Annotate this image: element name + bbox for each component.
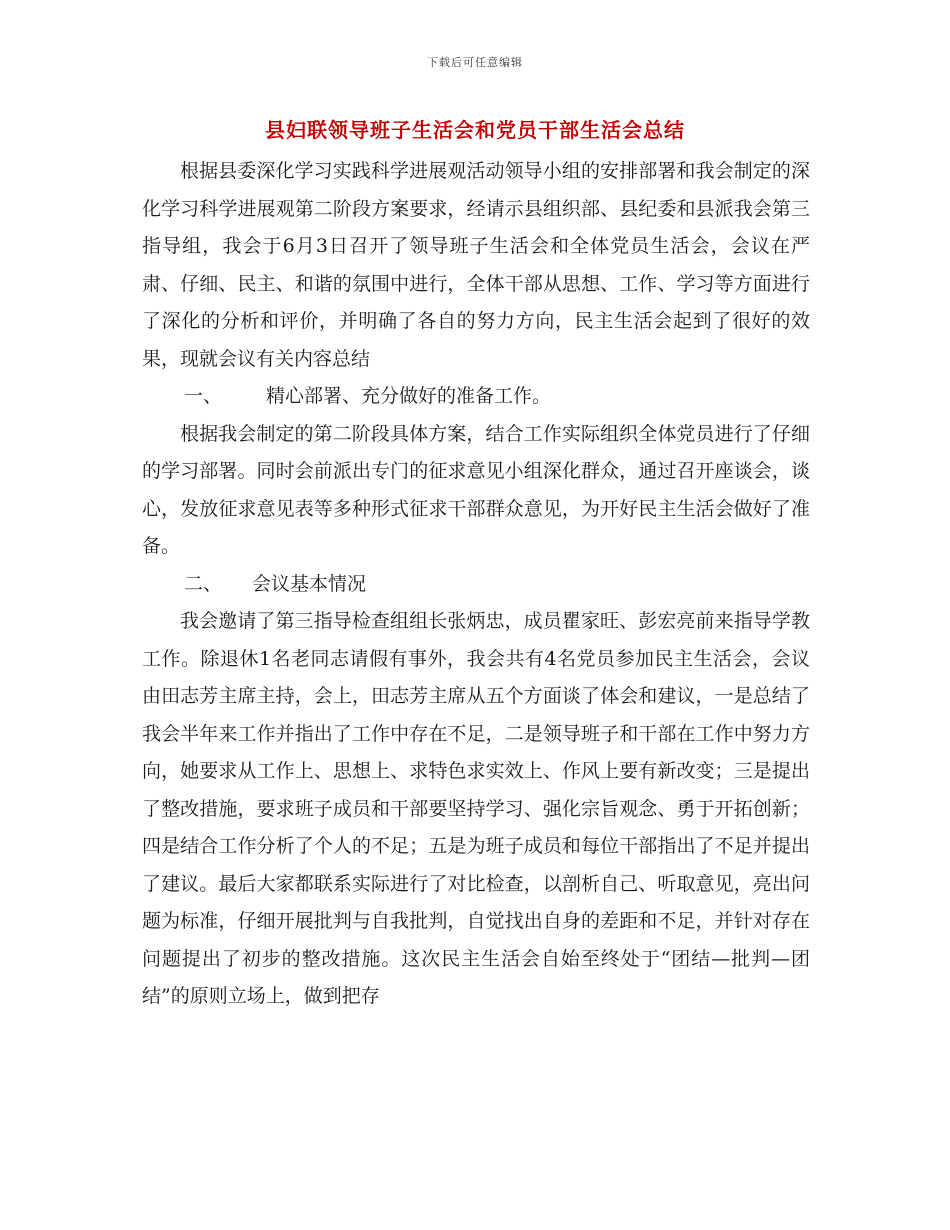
section2-heading [142, 566, 810, 604]
intro-paragraph: 根据县委深化学习实践科学进展观活动领导小组的安排部署和我会制定的深化学习科学进展观第二阶段方案要求，经请示县组织部、县纪委和县派我会第三指导组，我会于6月3日召开了领导班子生活会和全体党员生活会，会议在严肃、仔细、民主、和谐的氛围中进行，全体干部从思想、工作、学习等方面进行了深化的分析和评价，并明确了各自的努力方向，民主生活会起到了很好的效果，现就会议有关内容总结 [142, 160, 810, 370]
section1-heading [142, 378, 810, 416]
section2-number: 二、 [184, 572, 223, 595]
document-body [142, 153, 810, 1016]
section1-heading-text: 精心部署、充分做好的准备工作。 [266, 385, 552, 407]
header-note: 下载后可任意编辑 [427, 56, 523, 69]
section1-number: 一、 [184, 385, 223, 407]
section2-heading-text: 会议基本情况 [252, 572, 367, 595]
section1-paragraph: 根据我会制定的第二阶段具体方案，结合工作实际组织全体党员进行了仔细的学习部署。同时会前派出专门的征求意见小组深化群众，通过召开座谈会，谈心，发放征求意见表等多种形式征求干部群众意见，为开好民主生活会做好了准备。 [142, 422, 810, 557]
section2-paragraph: 我会邀请了第三指导检查组组长张炳忠，成员瞿家旺、彭宏亮前来指导学教工作。除退休1名老同志请假有事外，我会共有4名党员参加民主生活会，会议由田志芳主席主持，会上，田志芳主席从五个方面谈了体会和建议，一是总结了我会半年来工作并指出了工作中存在不足，二是领导班子和干部在工作中努力方向，她要求从工作上、思想上、求特色求实效上、作风上要有新改变；三是提出了整改措施，要求班子成员和干部要坚持学习、强化宗旨观念、勇于开拓创新；四是结合工作分析了个人的不足；五是为班子成员和每位干部指出了不足并提出了建议。最后大家都联系实际进行了对比检查，以剖析自己、听取意见，亮出问题为标准，仔细开展批判与自我批判，自觉找出自身的差距和不足，并针对存在问题提出了初步的整改措施。这次民主生活会自始至终处于“团结—批判—团结”的原则立场上，做到把存 [142, 610, 810, 1007]
document-title: 县妇联领导班子生活会和党员干部生活会总结 [265, 118, 685, 142]
